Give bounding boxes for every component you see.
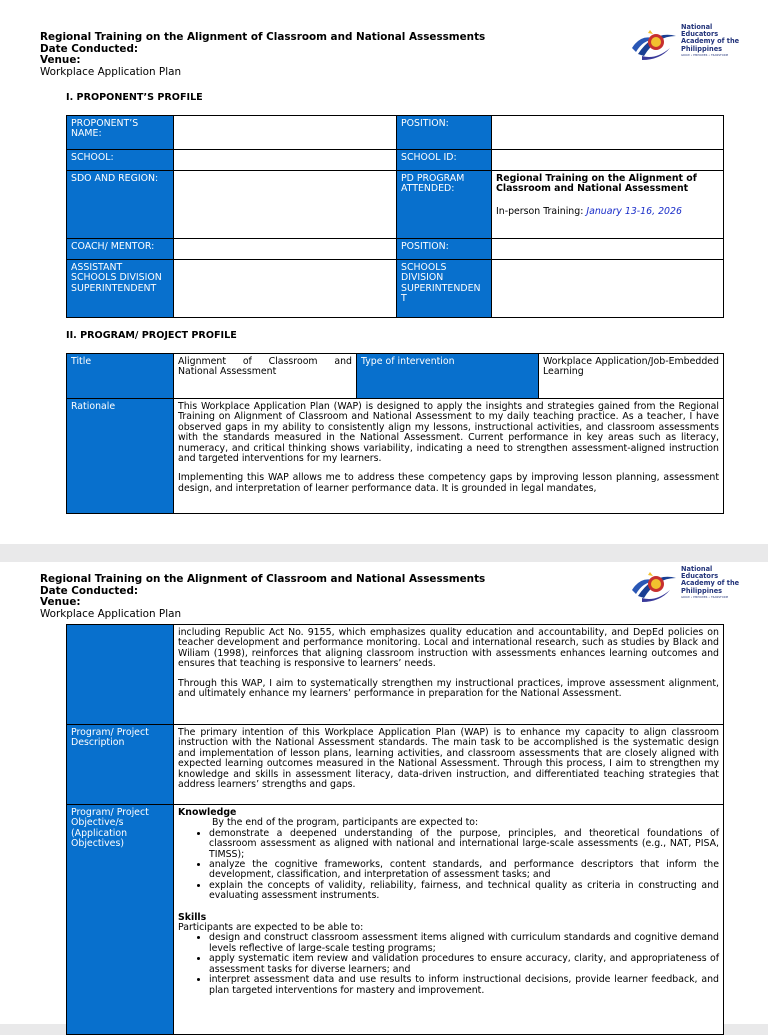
- header-date-label: Date Conducted:: [40, 42, 139, 55]
- program-profile-table-continued: [66, 624, 724, 1035]
- sds-label: SCHOOLS DIVISION SUPERINTENDEN T: [397, 260, 492, 318]
- intervention-value: Workplace Application/Job-Embedded Learning: [539, 354, 724, 399]
- pd-mode: In-person Training:: [496, 205, 587, 217]
- program-profile-table: [66, 353, 724, 514]
- skills-list: [178, 933, 719, 995]
- asds-label: ASSISTANT SCHOOLS DIVISION SUPERINTENDENT: [67, 260, 174, 318]
- section-1-title: I. PROPONENT’S PROFILE: [66, 92, 203, 103]
- proponent-profile-table: [66, 115, 724, 318]
- neap-emblem-icon: [630, 568, 678, 604]
- intervention-label: Type of intervention: [357, 354, 539, 399]
- pd-program-label: PD PROGRAM ATTENDED:: [397, 171, 492, 239]
- logo-text-2: National Educators Academy of the Philippines: [681, 565, 740, 595]
- header-venue-label: Venue:: [40, 54, 81, 67]
- logo-tagline: GROW • EMPOWER • TRANSFORM: [681, 54, 729, 57]
- school-id-label: SCHOOL ID:: [397, 150, 492, 171]
- list-item: • explain the concepts of validity, reliability, fairness, and technical quality as criteria in constructing and evaluating assessment instruments.: [209, 881, 719, 902]
- school-id-value[interactable]: [492, 150, 724, 171]
- pd-program-value: Regional Training on the Alignment of Classroom and National Assessment In-person Training: January 13-16, 2026: [492, 171, 724, 239]
- knowledge-list: [178, 829, 719, 902]
- logo-text: National Educators Academy of the Philippines: [681, 23, 740, 53]
- knowledge-heading: Knowledge: [178, 807, 237, 818]
- position-label: POSITION:: [397, 116, 492, 150]
- header-title: Regional Training on the Alignment of Classroom and National Assessments: [40, 31, 486, 43]
- skills-intro: Participants are expected to be able to:: [178, 922, 364, 934]
- objectives-label: Program/ Project Objective/s (Application Objectives): [67, 805, 174, 1035]
- coach-position-value[interactable]: [492, 239, 724, 260]
- coach-value[interactable]: [174, 239, 397, 260]
- skills-heading: Skills: [178, 911, 207, 923]
- sds-value[interactable]: [492, 260, 724, 318]
- header-doc-type-2: Workplace Application Plan: [40, 607, 182, 620]
- header-doc-type: Workplace Application Plan: [40, 65, 182, 78]
- pd-dates: January 13-16, 2026: [586, 205, 682, 217]
- coach-label: COACH/ MENTOR:: [67, 239, 174, 260]
- rationale-label-continued: [67, 625, 174, 725]
- header-date-label-2: Date Conducted:: [40, 584, 139, 597]
- logo-tagline-2: GROW • EMPOWER • TRANSFORM: [681, 596, 729, 599]
- list-item: • analyze the cognitive frameworks, content standards, and performance descriptors that inform the development, classification, and interpretation of assessment tasks; and: [209, 860, 719, 881]
- neap-logo: [630, 24, 740, 64]
- asds-value[interactable]: [174, 260, 397, 318]
- header-venue-label-2: Venue:: [40, 596, 81, 609]
- rationale-value-part2: including Republic Act No. 9155, which emphasizes quality education and accountability, and DepEd policies on teacher development and performance monitoring. Local and international research, such as studies by Black and Wiliam (1998), reinforces that aligning classroom instruction with assessments enhances learning outcomes and ensures that teaching is responsive to learners’ needs. Through this WAP, I aim to systematically strengthen my instructional practices, improve assessment alignment, and ultimately enhance my learners’ performance in preparation for the National Assessment.: [174, 625, 724, 725]
- description-value: The primary intention of this Workplace Application Plan (WAP) is to enhance my capacity to align classroom instruction with the National Assessment standards. The main task to be accomplished is the systematic design and implementation of lesson plans, learning activities, and classroom assessments that are closely aligned with expected learning outcomes measured in the National Assessment. Through this process, I aim to strengthen my knowledge and skills in assessment literacy, data-driven instruction, and differentiated teaching strategies that address learners’ strengths and gaps.: [174, 725, 724, 805]
- list-item: • apply systematic item review and validation procedures to ensure accuracy, clarity, and appropriateness of assessment tasks for diverse learners; and: [209, 954, 719, 975]
- document-page-2: [0, 562, 768, 1024]
- rationale-value-part1: This Workplace Application Plan (WAP) is designed to apply the insights and strategies gained from the Regional Training on Alignment of Classroom and National Assessment to my daily teaching practice. As a teacher, I have observed gaps in my ability to consistently align my lessons, instructional activities, and classroom assessments with the standards measured in the National Assessment. Current performance in key areas such as literacy, numeracy, and critical thinking shows variability, indicating a need to strengthen assessment-aligned instruction and targeted interventions for my learners. Implementing this WAP allows me to address these competency gaps by improving lesson planning, assessment design, and interpretation of learner performance data. It is grounded in legal mandates,: [174, 399, 724, 514]
- neap-logo-2: [630, 566, 740, 606]
- sdo-label: SDO AND REGION:: [67, 171, 174, 239]
- position-value[interactable]: [492, 116, 724, 150]
- title-label: Title: [67, 354, 174, 399]
- section-2-title: II. PROGRAM/ PROJECT PROFILE: [66, 330, 237, 341]
- coach-position-label: POSITION:: [397, 239, 492, 260]
- sdo-value[interactable]: [174, 171, 397, 239]
- list-item: • demonstrate a deepened understanding of the purpose, principles, and theoretical foundations of classroom assessment as aligned with national and international large-scale assessments (e.g., NAT, PISA, TIMSS);: [209, 829, 719, 860]
- objectives-value: [174, 805, 724, 1035]
- name-value[interactable]: [174, 116, 397, 150]
- title-value: Alignment of Classroom and National Assessment: [174, 354, 357, 399]
- page-header: [40, 32, 600, 78]
- header-title-2: Regional Training on the Alignment of Classroom and National Assessments: [40, 573, 486, 585]
- school-value[interactable]: [174, 150, 397, 171]
- description-label: Program/ Project Description: [67, 725, 174, 805]
- page-header-2: [40, 574, 600, 620]
- knowledge-intro: By the end of the program, participants are expected to:: [212, 817, 479, 829]
- rationale-label: Rationale: [67, 399, 174, 514]
- name-label: PROPONENT’S NAME:: [67, 116, 174, 150]
- neap-emblem-icon: [630, 26, 678, 62]
- school-label: SCHOOL:: [67, 150, 174, 171]
- list-item: • design and construct classroom assessment items aligned with curriculum standards and cognitive demand levels reflective of large-scale testing programs;: [209, 933, 719, 954]
- list-item: • interpret assessment data and use results to inform instructional decisions, provide learner feedback, and plan targeted interventions for mastery and improvement.: [209, 975, 719, 996]
